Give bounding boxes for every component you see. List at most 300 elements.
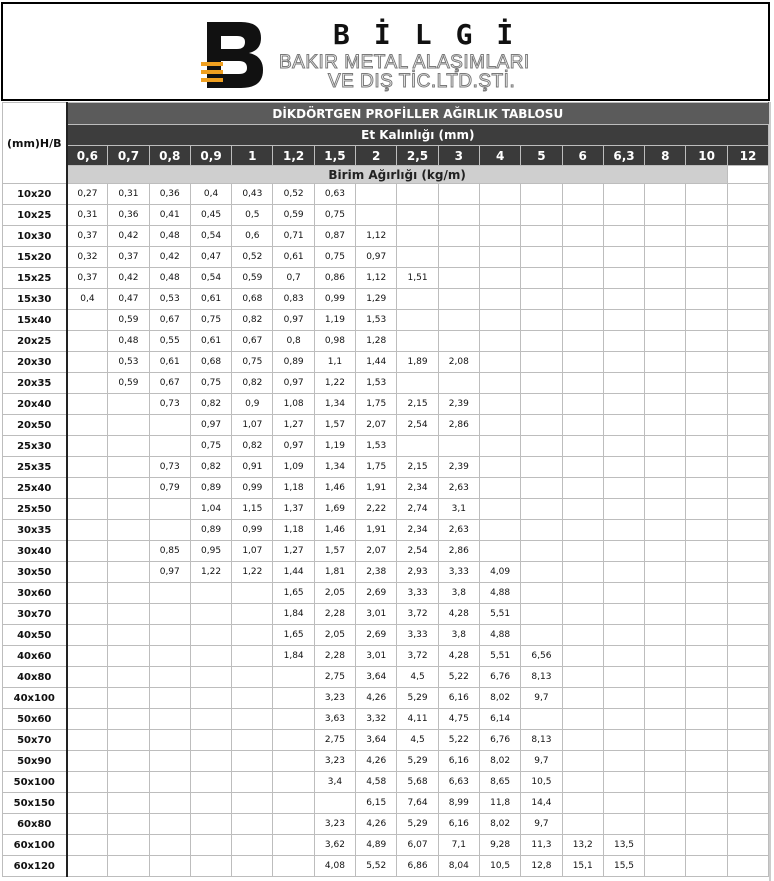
weight-cell	[273, 751, 314, 772]
weight-cell: 2,22	[356, 499, 397, 520]
weight-cell: 1,84	[273, 604, 314, 625]
weight-cell: 2,28	[314, 646, 355, 667]
weight-cell	[521, 436, 562, 457]
weight-cell: 1,69	[314, 499, 355, 520]
weight-cell	[686, 205, 727, 226]
weight-cell	[108, 856, 149, 877]
weight-cell	[562, 814, 603, 835]
weight-cell	[438, 226, 479, 247]
weight-cell: 4,09	[479, 562, 520, 583]
weight-cell	[603, 520, 644, 541]
weight-cell	[562, 289, 603, 310]
weight-cell	[190, 835, 231, 856]
weight-cell	[232, 793, 273, 814]
company-logo-icon	[201, 22, 267, 88]
weight-cell: 7,64	[397, 793, 438, 814]
weight-cell	[67, 331, 108, 352]
weight-cell: 6,63	[438, 772, 479, 793]
weight-cell: 4,11	[397, 709, 438, 730]
weight-cell	[108, 709, 149, 730]
weight-cell	[645, 730, 686, 751]
row-size-label: 20x40	[3, 394, 67, 415]
table-row	[3, 310, 769, 331]
weight-cell: 1,09	[273, 457, 314, 478]
weight-cell	[108, 583, 149, 604]
weight-cell: 1,18	[273, 520, 314, 541]
row-size-label: 10x20	[3, 184, 67, 205]
weight-cell	[149, 835, 190, 856]
weight-cell	[603, 247, 644, 268]
weight-cell	[603, 310, 644, 331]
weight-cell: 0,86	[314, 268, 355, 289]
weight-cell	[67, 604, 108, 625]
weight-cell	[603, 268, 644, 289]
weight-cell: 0,36	[149, 184, 190, 205]
weight-cell: 6,76	[479, 667, 520, 688]
weight-cell	[521, 709, 562, 730]
weight-cell: 7,1	[438, 835, 479, 856]
weight-cell: 0,59	[273, 205, 314, 226]
table-row	[3, 856, 769, 877]
weight-cell: 2,86	[438, 415, 479, 436]
weight-cell	[67, 499, 108, 520]
weight-cell	[645, 541, 686, 562]
weight-cell: 0,87	[314, 226, 355, 247]
weight-cell	[521, 268, 562, 289]
table-row	[3, 625, 769, 646]
weight-cell: 0,27	[67, 184, 108, 205]
weight-cell: 2,74	[397, 499, 438, 520]
weight-cell	[603, 184, 644, 205]
weight-cell: 1,51	[397, 268, 438, 289]
weight-cell	[521, 352, 562, 373]
weight-cell	[149, 688, 190, 709]
weight-cell	[521, 415, 562, 436]
weight-cell	[727, 499, 768, 520]
weight-cell: 1,19	[314, 436, 355, 457]
weight-cell: 1,44	[273, 562, 314, 583]
weight-cell	[562, 583, 603, 604]
weight-cell	[686, 247, 727, 268]
weight-cell: 4,58	[356, 772, 397, 793]
thickness-header-cell: 0,7	[108, 146, 149, 166]
weight-cell	[727, 226, 768, 247]
weight-cell: 2,15	[397, 457, 438, 478]
weight-cell	[521, 499, 562, 520]
weight-cell: 4,75	[438, 709, 479, 730]
weight-cell: 0,73	[149, 394, 190, 415]
weight-cell: 0,53	[149, 289, 190, 310]
weight-cell	[67, 709, 108, 730]
weight-cell	[232, 646, 273, 667]
row-size-label: 50x90	[3, 751, 67, 772]
thickness-header-cell: 0,9	[190, 146, 231, 166]
weight-cell	[686, 184, 727, 205]
brand-name: BİLGİ	[333, 18, 538, 51]
weight-cell: 0,52	[273, 184, 314, 205]
weight-cell	[232, 730, 273, 751]
weight-cell	[438, 205, 479, 226]
weight-cell: 12,8	[521, 856, 562, 877]
weight-cell	[108, 625, 149, 646]
weight-cell	[686, 835, 727, 856]
weight-cell	[67, 436, 108, 457]
weight-cell	[645, 226, 686, 247]
weight-cell	[108, 436, 149, 457]
weight-cell	[562, 415, 603, 436]
weight-cell	[521, 394, 562, 415]
weight-cell: 2,63	[438, 478, 479, 499]
weight-cell	[603, 688, 644, 709]
weight-cell: 0,97	[356, 247, 397, 268]
weight-cell: 1,53	[356, 310, 397, 331]
table-row	[3, 541, 769, 562]
weight-cell	[727, 688, 768, 709]
weight-cell	[727, 184, 768, 205]
weight-cell	[108, 457, 149, 478]
weight-cell: 3,33	[397, 583, 438, 604]
weight-cell	[108, 604, 149, 625]
weight-cell: 0,95	[190, 541, 231, 562]
weight-cell	[603, 352, 644, 373]
weight-cell	[603, 772, 644, 793]
weight-cell	[273, 814, 314, 835]
weight-cell: 0,61	[273, 247, 314, 268]
weight-cell: 0,4	[67, 289, 108, 310]
weight-cell	[727, 268, 768, 289]
weight-cell: 2,75	[314, 667, 355, 688]
weight-cell: 5,29	[397, 688, 438, 709]
weight-cell: 2,07	[356, 541, 397, 562]
weight-cell	[645, 583, 686, 604]
weight-cell	[686, 457, 727, 478]
weight-cell	[686, 730, 727, 751]
weight-cell	[603, 436, 644, 457]
weight-cell	[479, 499, 520, 520]
weight-cell	[727, 415, 768, 436]
weight-cell	[190, 814, 231, 835]
weight-cell	[397, 226, 438, 247]
weight-cell	[67, 478, 108, 499]
weight-cell: 3,33	[438, 562, 479, 583]
weight-cell	[562, 436, 603, 457]
weight-cell: 0,43	[232, 184, 273, 205]
weight-cell	[479, 415, 520, 436]
weight-cell: 1,34	[314, 457, 355, 478]
weight-cell: 1,53	[356, 373, 397, 394]
weight-cell	[314, 793, 355, 814]
weight-cell: 6,16	[438, 688, 479, 709]
weight-cell: 0,89	[273, 352, 314, 373]
weight-cell	[645, 772, 686, 793]
table-row	[3, 520, 769, 541]
weight-cell	[149, 667, 190, 688]
row-size-label: 20x30	[3, 352, 67, 373]
weight-cell: 0,48	[108, 331, 149, 352]
weight-cell	[645, 562, 686, 583]
weight-cell	[727, 289, 768, 310]
row-size-label: 15x20	[3, 247, 67, 268]
weight-cell	[67, 730, 108, 751]
weight-cell	[149, 814, 190, 835]
weight-cell	[479, 373, 520, 394]
weight-cell: 1,44	[356, 352, 397, 373]
weight-cell	[727, 856, 768, 877]
weight-cell: 0,31	[67, 205, 108, 226]
weight-cell: 2,54	[397, 415, 438, 436]
table-row	[3, 289, 769, 310]
weight-cell: 0,63	[314, 184, 355, 205]
weight-cell: 3,32	[356, 709, 397, 730]
weight-cell	[645, 268, 686, 289]
weight-cell	[686, 688, 727, 709]
weight-cell	[108, 646, 149, 667]
weight-cell: 0,32	[67, 247, 108, 268]
weight-cell: 0,47	[190, 247, 231, 268]
weight-cell: 2,54	[397, 541, 438, 562]
weight-cell	[521, 289, 562, 310]
weight-cell	[603, 289, 644, 310]
weight-cell: 0,79	[149, 478, 190, 499]
weight-cell	[686, 331, 727, 352]
company-header	[1, 2, 770, 101]
weight-cell	[686, 772, 727, 793]
weight-cell: 3,63	[314, 709, 355, 730]
weight-cell	[727, 625, 768, 646]
weight-cell	[149, 730, 190, 751]
weight-cell	[273, 772, 314, 793]
weight-cell: 1,15	[232, 499, 273, 520]
weight-cell: 0,67	[232, 331, 273, 352]
weight-cell	[727, 352, 768, 373]
table-row	[3, 247, 769, 268]
row-size-label: 15x25	[3, 268, 67, 289]
weight-cell: 0,99	[232, 478, 273, 499]
thickness-header-row	[3, 146, 769, 166]
weight-cell	[190, 751, 231, 772]
weight-cell	[67, 856, 108, 877]
weight-cell: 0,36	[108, 205, 149, 226]
table-title: DİKDÖRTGEN PROFİLLER AĞIRLIK TABLOSU	[67, 103, 769, 125]
row-size-label: 40x60	[3, 646, 67, 667]
weight-cell	[190, 730, 231, 751]
weight-cell	[397, 331, 438, 352]
weight-cell: 15,1	[562, 856, 603, 877]
table-row	[3, 667, 769, 688]
weight-cell	[686, 352, 727, 373]
weight-cell	[273, 856, 314, 877]
weight-cell	[562, 520, 603, 541]
weight-cell	[521, 310, 562, 331]
weight-cell: 6,16	[438, 814, 479, 835]
table-row	[3, 751, 769, 772]
table-row	[3, 373, 769, 394]
weight-cell	[603, 814, 644, 835]
weight-cell: 1,27	[273, 415, 314, 436]
weight-cell: 0,75	[314, 205, 355, 226]
weight-cell	[190, 709, 231, 730]
weight-cell: 3,23	[314, 688, 355, 709]
weight-cell	[727, 562, 768, 583]
corner-header: (mm)H/B	[3, 103, 67, 184]
weight-cell	[562, 772, 603, 793]
weight-cell: 0,37	[67, 226, 108, 247]
weight-cell	[727, 331, 768, 352]
weight-cell: 1,57	[314, 415, 355, 436]
weight-cell	[686, 268, 727, 289]
weight-cell: 0,73	[149, 457, 190, 478]
row-size-label: 30x60	[3, 583, 67, 604]
weight-cell: 1,65	[273, 583, 314, 604]
weight-cell	[438, 310, 479, 331]
weight-cell	[645, 415, 686, 436]
weight-cell	[727, 583, 768, 604]
table-row	[3, 415, 769, 436]
weight-cell	[232, 625, 273, 646]
weight-cell: 3,8	[438, 583, 479, 604]
weight-cell: 2,34	[397, 520, 438, 541]
weight-cell: 5,51	[479, 646, 520, 667]
weight-cell: 8,13	[521, 667, 562, 688]
weight-cell	[438, 268, 479, 289]
weight-cell	[645, 688, 686, 709]
weight-cell: 0,97	[149, 562, 190, 583]
weight-cell	[108, 688, 149, 709]
weight-cell	[149, 499, 190, 520]
weight-cell: 9,28	[479, 835, 520, 856]
table-row	[3, 436, 769, 457]
weight-cell	[273, 688, 314, 709]
weight-cell	[645, 205, 686, 226]
weight-cell: 0,59	[108, 310, 149, 331]
weight-cell: 0,54	[190, 226, 231, 247]
row-size-label: 30x35	[3, 520, 67, 541]
weight-cell	[67, 751, 108, 772]
weight-cell: 2,69	[356, 625, 397, 646]
weight-cell	[67, 394, 108, 415]
weight-cell: 0,41	[149, 205, 190, 226]
weight-cell	[108, 562, 149, 583]
weight-cell: 4,28	[438, 604, 479, 625]
table-row	[3, 478, 769, 499]
weight-cell: 0,89	[190, 520, 231, 541]
weight-cell: 0,53	[108, 352, 149, 373]
weight-cell: 1,28	[356, 331, 397, 352]
weight-cell	[67, 772, 108, 793]
weight-cell	[67, 793, 108, 814]
weight-table	[2, 102, 769, 877]
weight-cell	[686, 856, 727, 877]
weight-cell: 6,07	[397, 835, 438, 856]
row-size-label: 30x50	[3, 562, 67, 583]
weight-cell	[397, 184, 438, 205]
weight-cell	[562, 688, 603, 709]
weight-cell: 1,29	[356, 289, 397, 310]
weight-cell	[479, 436, 520, 457]
weight-cell	[645, 457, 686, 478]
weight-cell	[479, 352, 520, 373]
thickness-header-cell: 12	[727, 146, 768, 166]
table-row	[3, 331, 769, 352]
weight-cell: 0,75	[190, 436, 231, 457]
weight-cell	[273, 730, 314, 751]
weight-cell: 1,57	[314, 541, 355, 562]
weight-cell: 1,46	[314, 520, 355, 541]
weight-cell: 0,82	[190, 457, 231, 478]
weight-cell: 3,23	[314, 814, 355, 835]
weight-cell: 0,68	[190, 352, 231, 373]
weight-cell	[686, 499, 727, 520]
weight-cell	[686, 520, 727, 541]
thickness-header-cell: 0,6	[67, 146, 108, 166]
weight-cell: 0,67	[149, 310, 190, 331]
row-size-label: 15x30	[3, 289, 67, 310]
weight-cell	[645, 814, 686, 835]
weight-cell	[645, 436, 686, 457]
weight-cell: 1,12	[356, 226, 397, 247]
weight-cell: 8,04	[438, 856, 479, 877]
weight-cell	[645, 478, 686, 499]
weight-cell: 0,83	[273, 289, 314, 310]
weight-cell	[521, 373, 562, 394]
weight-cell	[686, 667, 727, 688]
weight-cell: 0,99	[314, 289, 355, 310]
weight-cell: 3,01	[356, 646, 397, 667]
weight-cell	[273, 835, 314, 856]
weight-cell	[479, 205, 520, 226]
weight-cell	[686, 646, 727, 667]
row-size-label: 20x25	[3, 331, 67, 352]
weight-cell	[603, 667, 644, 688]
weight-cell	[479, 268, 520, 289]
weight-cell: 3,8	[438, 625, 479, 646]
weight-cell: 1,1	[314, 352, 355, 373]
weight-cell	[686, 751, 727, 772]
thickness-header-cell: 5	[521, 146, 562, 166]
row-size-label: 20x50	[3, 415, 67, 436]
weight-cell	[645, 331, 686, 352]
weight-cell	[232, 856, 273, 877]
weight-cell	[562, 184, 603, 205]
weight-cell	[149, 415, 190, 436]
weight-cell	[232, 583, 273, 604]
weight-cell: 0,6	[232, 226, 273, 247]
weight-cell	[686, 394, 727, 415]
weight-cell: 0,89	[190, 478, 231, 499]
thickness-header-cell: 0,8	[149, 146, 190, 166]
weight-cell: 2,39	[438, 457, 479, 478]
weight-cell: 0,8	[273, 331, 314, 352]
thickness-header-cell: 1,2	[273, 146, 314, 166]
weight-cell	[149, 793, 190, 814]
weight-cell	[562, 541, 603, 562]
weight-cell: 5,22	[438, 667, 479, 688]
weight-cell: 0,31	[108, 184, 149, 205]
weight-cell	[521, 562, 562, 583]
weight-cell: 0,45	[190, 205, 231, 226]
weight-cell	[479, 541, 520, 562]
weight-cell	[521, 541, 562, 562]
weight-cell: 0,47	[108, 289, 149, 310]
thickness-header-cell: 2	[356, 146, 397, 166]
weight-cell	[562, 226, 603, 247]
weight-cell	[149, 856, 190, 877]
weight-cell	[521, 226, 562, 247]
weight-cell: 0,42	[108, 226, 149, 247]
weight-cell	[686, 373, 727, 394]
weight-cell	[603, 226, 644, 247]
weight-cell	[521, 604, 562, 625]
